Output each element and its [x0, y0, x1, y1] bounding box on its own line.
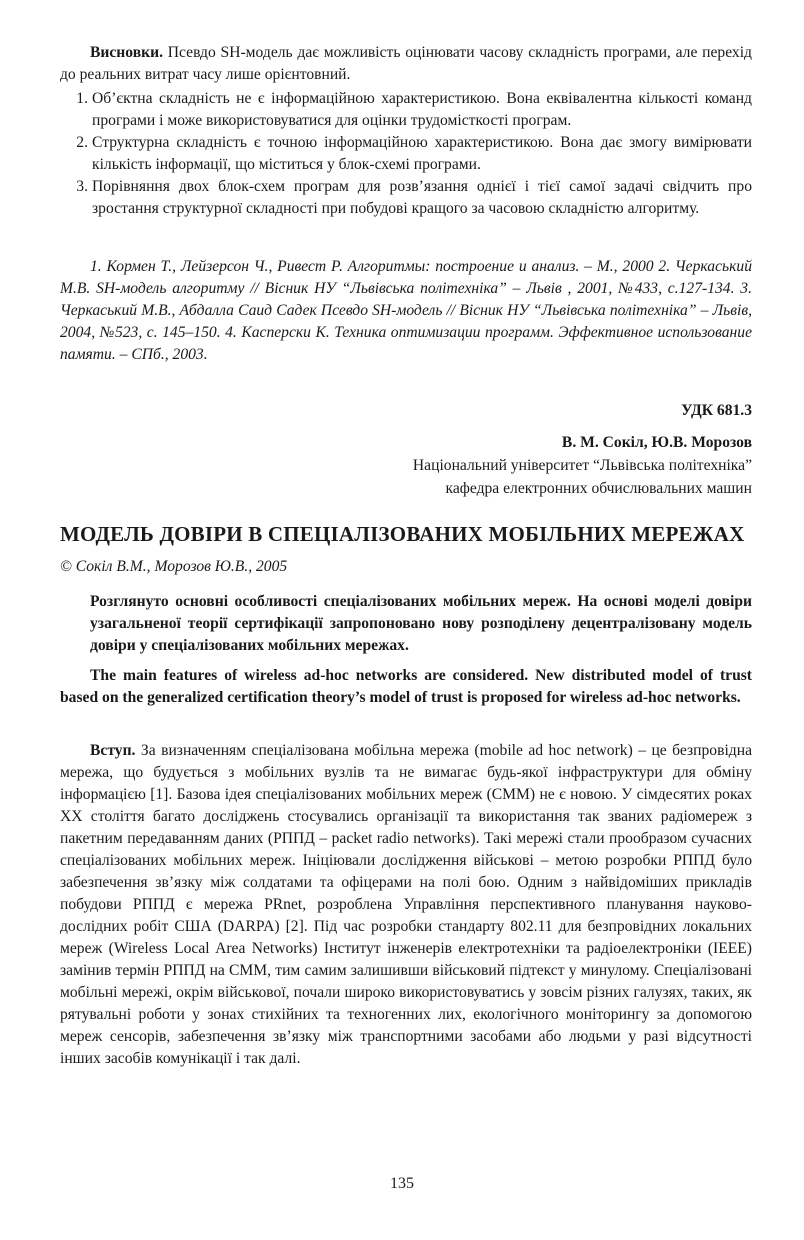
list-item-number: 3. [76, 178, 88, 195]
department: кафедра електронних обчислювальних машин [445, 480, 752, 497]
intro-label: Вступ. [90, 742, 136, 759]
list-item-number: 2. [76, 134, 88, 151]
introduction-paragraph [60, 740, 752, 1070]
list-item-text: Порівняння двох блок-схем програм для розв’язання однієї і тієї самої задачі свідчить про зростання структурної складності при побудові кращого за часовою складністю алгоритму. [92, 178, 752, 217]
conclusions-paragraph [60, 42, 752, 86]
affiliation: Національний університет “Львівська політехніка” [412, 457, 752, 474]
authors [60, 432, 752, 454]
abstract-english: The main features of wireless ad-hoc networks are considered. New distributed model of trust based on the generalized certification theory’s model of trust is proposed for wireless ad-hoc networks. [60, 667, 752, 706]
author-names: В. М. Сокіл, Ю.В. Морозов [561, 434, 752, 451]
conclusions-text: Псевдо SH-модель дає можливість оцінювати часову складність програми, але перехід до реальних витрат часу лише орієнтовний. [60, 44, 752, 83]
intro-text: За визначенням спеціалізована мобільна мережа (mobile ad hoc network) – це безпровідна мережа, що будується з мобільних вузлів та не вимагає будь-якої інфраструктури для обміну інформацією [1]. Базова ідея спеціалізованих мобільних мереж (СММ) не є новою. У сімдесятих роках ХХ століття багато досліджень стосувались організації та використання так званих радіомереж з пакетним передаванням даних (РППД – packet radio networks). Такі мережі стали прообразом сучасних спеціалізованих мобільних мереж. Ініціювали дослідження військові – метою розробки РППД було забезпечення зв’язку між солдатами та офіцерами на полі бою. Одним з найвідоміших прикладів побудови РППД є мережа PRnet, розроблена Управління перспективного планування науково-дослідних робіт США (DARPA) [2]. Під час розробки стандарту 802.11 для безпровідних локальних мереж (Wireless Local Area Networks) Інститут інженерів електротехніки та радіоелектроніки (IEEE) замінив термін РППД на СММ, тим самим залишивши військовий підтекст у минулому. Спеціалізовані мобільні мережі, окрім військової, почали широко використовуватись у зовсім різних галузях, таких, як рятувальні роботи у зонах стихійних та техногенних лих, екологічного моніторингу за допомогою мереж сенсорів, забезпечення зв’язку між транспортними засобами або людьми у разі відсутності інших засобів комунікації і так далі. [60, 742, 752, 1067]
page-number: 135 [390, 1175, 414, 1192]
list-item-text: Об’єктна складність не є інформаційною характеристикою. Вона еквівалентна кількості команд програми і може використовуватися для оцінки трудомісткості програм. [92, 90, 752, 129]
list-item [60, 88, 752, 132]
list-item-text: Структурна складність є точною інформаційною характеристикою. Вона дає змогу вимірювати кількість інформації, що міститься у блок-схемі програми. [92, 134, 752, 173]
udk [60, 400, 752, 422]
conclusions-label: Висновки. [90, 44, 163, 61]
list-item [60, 132, 752, 176]
copyright: © Сокіл В.М., Морозов Ю.В., 2005 [60, 558, 288, 575]
paper-title: МОДЕЛЬ ДОВІРИ В СПЕЦІАЛІЗОВАНИХ МОБІЛЬНИХ МЕРЕЖАХ [60, 522, 745, 546]
abstract-ukrainian: Розглянуто основні особливості спеціалізованих мобільних мереж. На основі моделі довіри узагальненої теорії сертифікації запропоновано нову розподілену децентралізовану модель довіри у спеціалізованих мобільних мережах. [90, 593, 752, 654]
list-item-number: 1. [76, 90, 88, 107]
references: 1. Кормен Т., Лейзерсон Ч., Ривест Р. Алгоритмы: построение и анализ. – М., 2000 2. Черкаський М.В. SH-модель алгоритму // Вісник НУ “Львівська політехніка” – Львів , 2001, №433, с.127-134. 3. Черкаський М.В., Абдалла Саид Садек Псевдо SH-модель // Вісник НУ “Львівська політехніка” – Львів, 2004, №523, с. 145–150. 4. Касперски К. Техника оптимизации программ. Эффективное использование памяти. – СПб., 2003. [60, 258, 752, 363]
conclusions-list [60, 88, 752, 220]
list-item [60, 176, 752, 220]
udk-code: УДК 681.3 [681, 402, 752, 419]
